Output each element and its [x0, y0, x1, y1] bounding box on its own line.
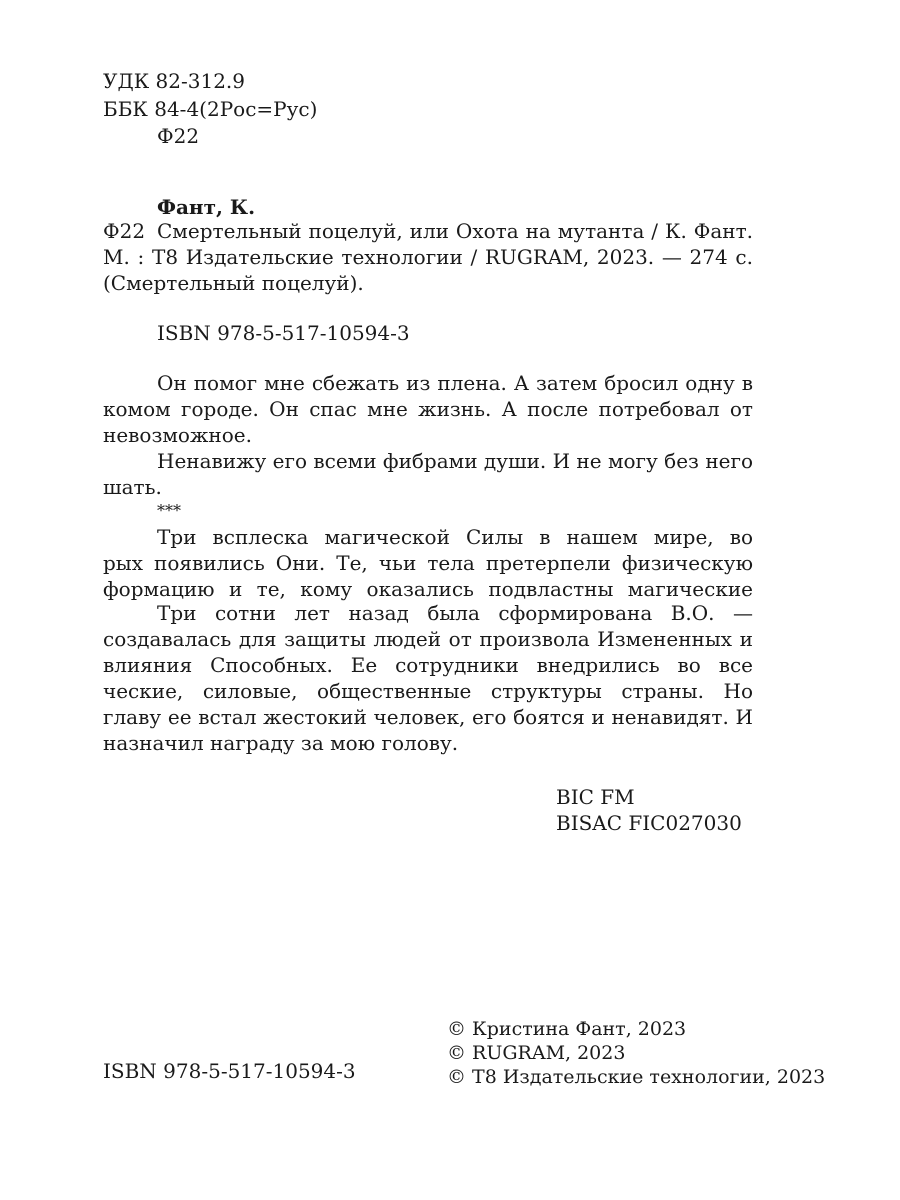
author-sign-top: Ф22: [157, 124, 200, 148]
author-sign-left: Ф22: [103, 219, 146, 243]
bib-description-line: М. : Т8 Издательские технологии / RUGRAM, 2023. — 274 с.: [103, 245, 753, 269]
annotation-line: влияния Способных. Ее сотрудники внедрились во все: [103, 653, 753, 677]
bisac-code: BISAC FIC027030: [556, 811, 742, 835]
bbk-code: ББК 84-4(2Рос=Рус): [103, 97, 318, 121]
annotation-line: формацию и те, кому оказались подвластны магические: [103, 577, 753, 601]
annotation-line: главу ее встал жестокий человек, его боятся и ненавидят. И: [103, 705, 753, 729]
footer-isbn: ISBN 978-5-517-10594-3: [103, 1059, 356, 1083]
annotation-line: рых появились Они. Те, чьи тела претерпели физическую: [103, 551, 753, 575]
annotation-line: шать.: [103, 475, 162, 499]
copyright-author: © Кристина Фант, 2023: [447, 1018, 687, 1040]
annotation-line: назначил награду за мою голову.: [103, 731, 459, 755]
annotation-line: невозможное.: [103, 423, 252, 447]
bic-code: BIC FM: [556, 785, 635, 809]
annotation-line: Три всплеска магической Силы в нашем мире, во: [157, 525, 753, 549]
author-name: Фант, К.: [157, 195, 256, 219]
bib-description-line: Смертельный поцелуй, или Охота на мутанта / К. Фант.: [157, 219, 753, 243]
annotation-paragraph-1: [103, 370, 753, 448]
annotation-paragraph-4: [103, 600, 753, 756]
isbn-record: ISBN 978-5-517-10594-3: [157, 321, 410, 345]
section-separator: ***: [157, 501, 181, 520]
annotation-line: Он помог мне сбежать из плена. А затем бросил одну в: [157, 371, 753, 395]
annotation-line: Ненавижу его всеми фибрами души. И не могу без него: [157, 449, 753, 473]
annotation-paragraph-2: [103, 448, 753, 500]
annotation-line: Три сотни лет назад была сформирована В.О. —: [157, 601, 753, 625]
copyright-rugram: © RUGRAM, 2023: [447, 1042, 626, 1064]
annotation-paragraph-3: [103, 524, 753, 602]
bib-description-line: (Смертельный поцелуй).: [103, 271, 364, 295]
annotation-line: комом городе. Он спас мне жизнь. А после потребовал от: [103, 397, 753, 421]
annotation-line: создавалась для защиты людей от произвола Измененных и: [103, 627, 753, 651]
copyright-t8: © Т8 Издательские технологии, 2023: [447, 1066, 826, 1088]
udk-code: УДК 82-312.9: [103, 69, 246, 93]
annotation-line: ческие, силовые, общественные структуры страны. Но: [103, 679, 753, 703]
